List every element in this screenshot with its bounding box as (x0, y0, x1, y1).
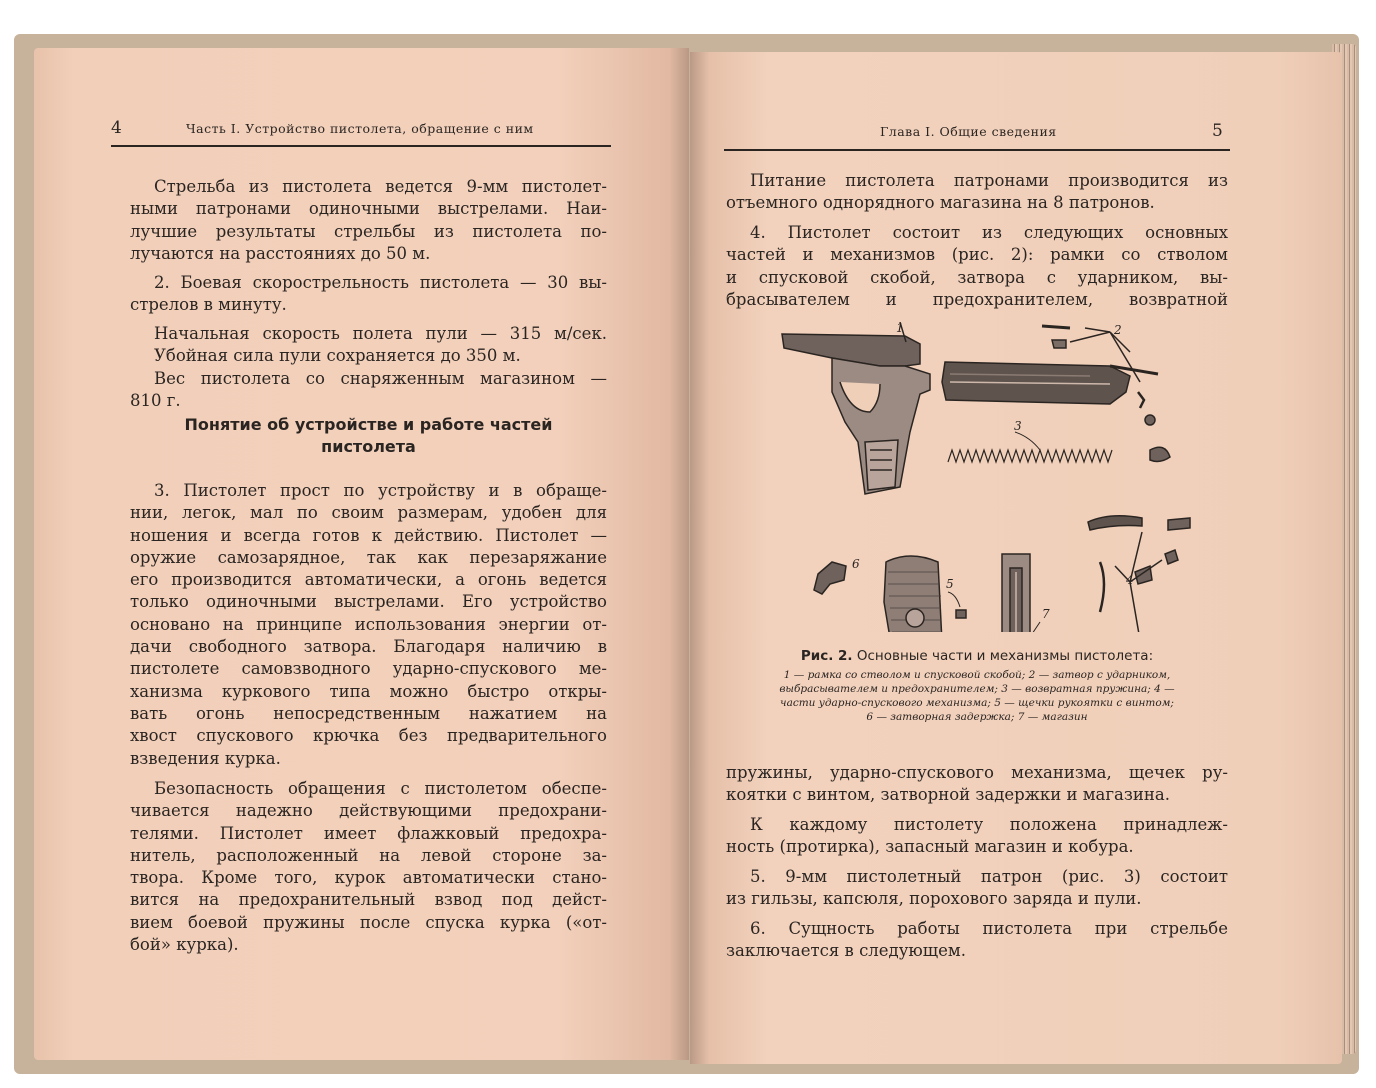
text-line: 5. 9-мм пистолетный патрон (рис. 3) состоит (750, 867, 1228, 886)
grip-panel-illustration (884, 556, 966, 632)
header-rule (111, 145, 611, 147)
running-header: Глава I. Общие сведения (880, 124, 1057, 139)
paragraph-safety (130, 778, 607, 956)
text-line: бой» курка). (130, 935, 239, 955)
text-line: оружие самозарядное, так как перезаряжание (130, 547, 607, 567)
pistol-parts-figure (770, 322, 1210, 632)
caption-line: выбрасывателем и предохранителем; 3 — возвратная пружина; 4 — (779, 683, 1175, 695)
paragraph-3 (130, 480, 607, 770)
text-line: дачи свободного затвора. Благодаря наличию в (130, 637, 607, 657)
text-line: основано на принципе использования энергии от- (130, 614, 607, 634)
paragraph-continued (726, 762, 1228, 807)
text-line: из гильзы, капсюля, порохового заряда и пули. (726, 889, 1142, 909)
text-line: твора. Кроме того, курок автоматически стано- (130, 868, 607, 888)
figure-label-4: 4 (1126, 573, 1134, 587)
text-line: лучшие результаты стрельбы из пистолета по- (130, 221, 607, 241)
text-line: 3. Пистолет прост по устройству и в обраще- (154, 481, 607, 500)
paragraph-4 (726, 222, 1228, 311)
open-book (14, 34, 1374, 1074)
section-heading (130, 414, 607, 458)
text-line: 810 г. (130, 390, 181, 410)
text-line: 4. Пистолет состоит из следующих основных (750, 223, 1228, 242)
text-line: вием боевой пружины после спуска курка («от- (130, 912, 607, 932)
text-line: нитель, расположенный на левой стороне за- (130, 845, 607, 865)
text-line: вится на предохранительный взвод под дейст- (130, 890, 607, 910)
text-line: Питание пистолета патронами производится из (750, 171, 1228, 190)
heading-line: Понятие об устройстве и работе частей (184, 415, 553, 434)
caption-line: части ударно-спускового механизма; 5 — щечки рукоятки с винтом; (780, 697, 1174, 709)
caption-prefix: Рис. 2. (800, 648, 853, 664)
paragraph-accessories (726, 814, 1228, 859)
heading-line: пистолета (321, 437, 416, 456)
text-line: Стрельба из пистолета ведется 9-мм пистолет- (154, 177, 607, 196)
paragraph-2 (130, 272, 607, 317)
text-line: брасывателем и предохранителем, возвратной (726, 289, 1228, 309)
text-line: К каждому пистолету положена принадлеж- (750, 815, 1228, 834)
figure-label-6: 6 (852, 557, 860, 571)
text-line: заключается в следующем. (726, 941, 966, 961)
text-line: телями. Пистолет имеет флажковый предохра- (130, 823, 607, 843)
caption-line: 6 — затворная задержка; 7 — магазин (866, 711, 1088, 723)
paragraph-intro (130, 176, 607, 265)
figure-caption (726, 648, 1228, 724)
figure-label-2: 2 (1114, 323, 1122, 337)
frame-with-barrel-illustration (782, 322, 930, 494)
text-line: ными патронами одиночными выстрелами. Наи- (130, 199, 607, 219)
text-line: коятки с винтом, затворной задержки и магазина. (726, 785, 1170, 805)
magazine-illustration (1002, 554, 1040, 632)
page-number: 4 (111, 118, 122, 138)
left-page (34, 48, 689, 1060)
caption-title-text: Основные части и механизмы пистолета: (856, 648, 1154, 664)
text-line: лучаются на расстояниях до 50 м. (130, 243, 431, 263)
text-line: пружины, ударно-спускового механизма, щечек ру- (726, 763, 1228, 782)
text-line: вать огонь непосредственным нажатием на (130, 703, 607, 723)
caption-line: 1 — рамка со стволом и спусковой скобой; 2 — затвор с ударником, (783, 669, 1171, 681)
paragraph-5 (726, 866, 1228, 911)
caption-title (726, 648, 1228, 664)
recoil-spring-illustration (948, 432, 1112, 462)
text-line: частей и механизмов (рис. 2): рамки со стволом (726, 245, 1228, 265)
text-line: Вес пистолета со снаряженным магазином — (154, 368, 607, 388)
slide-illustration (942, 326, 1158, 425)
text-line: взведения курка. (130, 748, 281, 768)
text-line: только одиночными выстрелами. Его устройство (130, 592, 607, 612)
text-line: и спусковой скобой, затвора с ударником, вы- (726, 267, 1228, 287)
text-line: 2. Боевая скорострельность пистолета — 30 вы- (154, 273, 607, 292)
trigger-mechanism-illustration (1088, 447, 1190, 632)
caption-body (726, 668, 1228, 724)
figure-label-1: 1 (896, 322, 904, 335)
running-header: Часть I. Устройство пистолета, обращение с ним (186, 121, 534, 136)
paragraph-6 (726, 918, 1228, 963)
text-line: хвост спускового крючка без предварительного (130, 726, 607, 746)
text-line: пистолете самовзводного ударно-спускового ме- (130, 659, 607, 679)
text-line: ношения и всегда готов к действию. Пистолет — (130, 525, 607, 545)
figure-label-7: 7 (1042, 607, 1050, 621)
text-line: ханизма куркового типа можно быстро откры- (130, 681, 607, 701)
page-number: 5 (1212, 121, 1223, 141)
right-page (690, 52, 1342, 1064)
text-line: стрелов в минуту. (130, 295, 287, 315)
text-line: Убойная сила пули сохраняется до 350 м. (154, 346, 521, 366)
figure-label-5: 5 (946, 577, 954, 591)
text-line: Безопасность обращения с пистолетом обеспе- (154, 779, 607, 798)
header-rule (724, 149, 1230, 151)
text-line: чивается надежно действующими предохрани- (130, 801, 607, 821)
text-line: Начальная скорость полета пули — 315 м/сек. (154, 324, 607, 343)
text-line: его производится автоматически, а огонь ведется (130, 570, 607, 590)
text-line: 6. Сущность работы пистолета при стрельбе (750, 919, 1228, 938)
slide-stop-illustration (814, 562, 846, 594)
figure-label-3: 3 (1014, 419, 1022, 433)
paragraph-magazine (726, 170, 1228, 215)
paragraph-specs (130, 323, 607, 412)
text-line: ность (протирка), запасный магазин и кобура. (726, 837, 1134, 857)
text-line: отъемного однорядного магазина на 8 патронов. (726, 193, 1155, 213)
text-line: нии, легок, мал по своим размерам, удобен для (130, 503, 607, 523)
